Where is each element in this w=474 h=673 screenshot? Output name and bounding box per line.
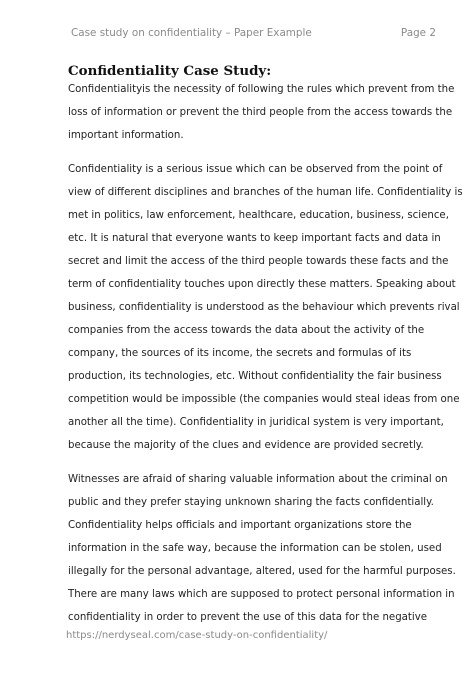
text-line: production, its technologies, etc. Without confidentiality the fair business	[68, 371, 442, 382]
text-line: competition would be impossible (the companies would steal ideas from one	[68, 394, 460, 405]
text-line: company, the sources of its income, the secrets and formulas of its	[68, 348, 412, 359]
text-line: Witnesses are afraid of sharing valuable information about the criminal on	[68, 474, 448, 485]
text-line: Confidentiality is a serious issue which can be observed from the point of	[68, 164, 443, 175]
document-heading: Confidentiality Case Study:	[68, 63, 272, 79]
text-line: confidentiality in order to prevent the use of this data for the negative	[68, 612, 428, 623]
text-line: Confidentialityis the necessity of following the rules which prevent from the	[68, 84, 455, 95]
page-number: Page 2	[400, 27, 436, 39]
text-line: another all the time). Confidentiality in juridical system is very important,	[68, 417, 444, 428]
text-line: business, confidentiality is understood as the behaviour which prevents rival	[68, 302, 460, 313]
text-line: public and they prefer staying unknown sharing the facts confidentially.	[68, 497, 434, 508]
paragraph-1	[68, 78, 455, 147]
text-line: information in the safe way, because the information can be stolen, used	[68, 543, 442, 554]
paragraph-3	[68, 468, 456, 629]
text-line: illegally for the personal advantage, altered, used for the harmful purposes.	[68, 566, 456, 577]
text-line: companies from the access towards the data about the activity of the	[68, 325, 425, 336]
document-body	[68, 78, 463, 640]
text-line: important information.	[68, 130, 184, 141]
text-line: loss of information or prevent the third people from the access towards the	[68, 107, 453, 118]
header-title: Case study on confidentiality – Paper Example	[71, 27, 312, 39]
text-line: secret and limit the access of the third people towards these facts and the	[68, 256, 449, 267]
text-line: Confidentiality helps officials and important organizations store the	[68, 520, 412, 531]
text-line: view of different disciplines and branches of the human life. Confidentiality is	[68, 187, 463, 198]
text-line: There are many laws which are supposed to protect personal information in	[68, 589, 455, 600]
text-line: met in politics, law enforcement, healthcare, education, business, science,	[68, 210, 449, 221]
page-header	[71, 27, 436, 41]
source-url: https://nerdyseal.com/case-study-on-confidentiality/	[66, 630, 328, 641]
paragraph-2	[68, 158, 463, 457]
text-line: because the majority of the clues and evidence are provided secretly.	[68, 440, 424, 451]
text-line: etc. It is natural that everyone wants to keep important facts and data in	[68, 233, 441, 244]
text-line: term of confidentiality touches upon directly these matters. Speaking about	[68, 279, 456, 290]
